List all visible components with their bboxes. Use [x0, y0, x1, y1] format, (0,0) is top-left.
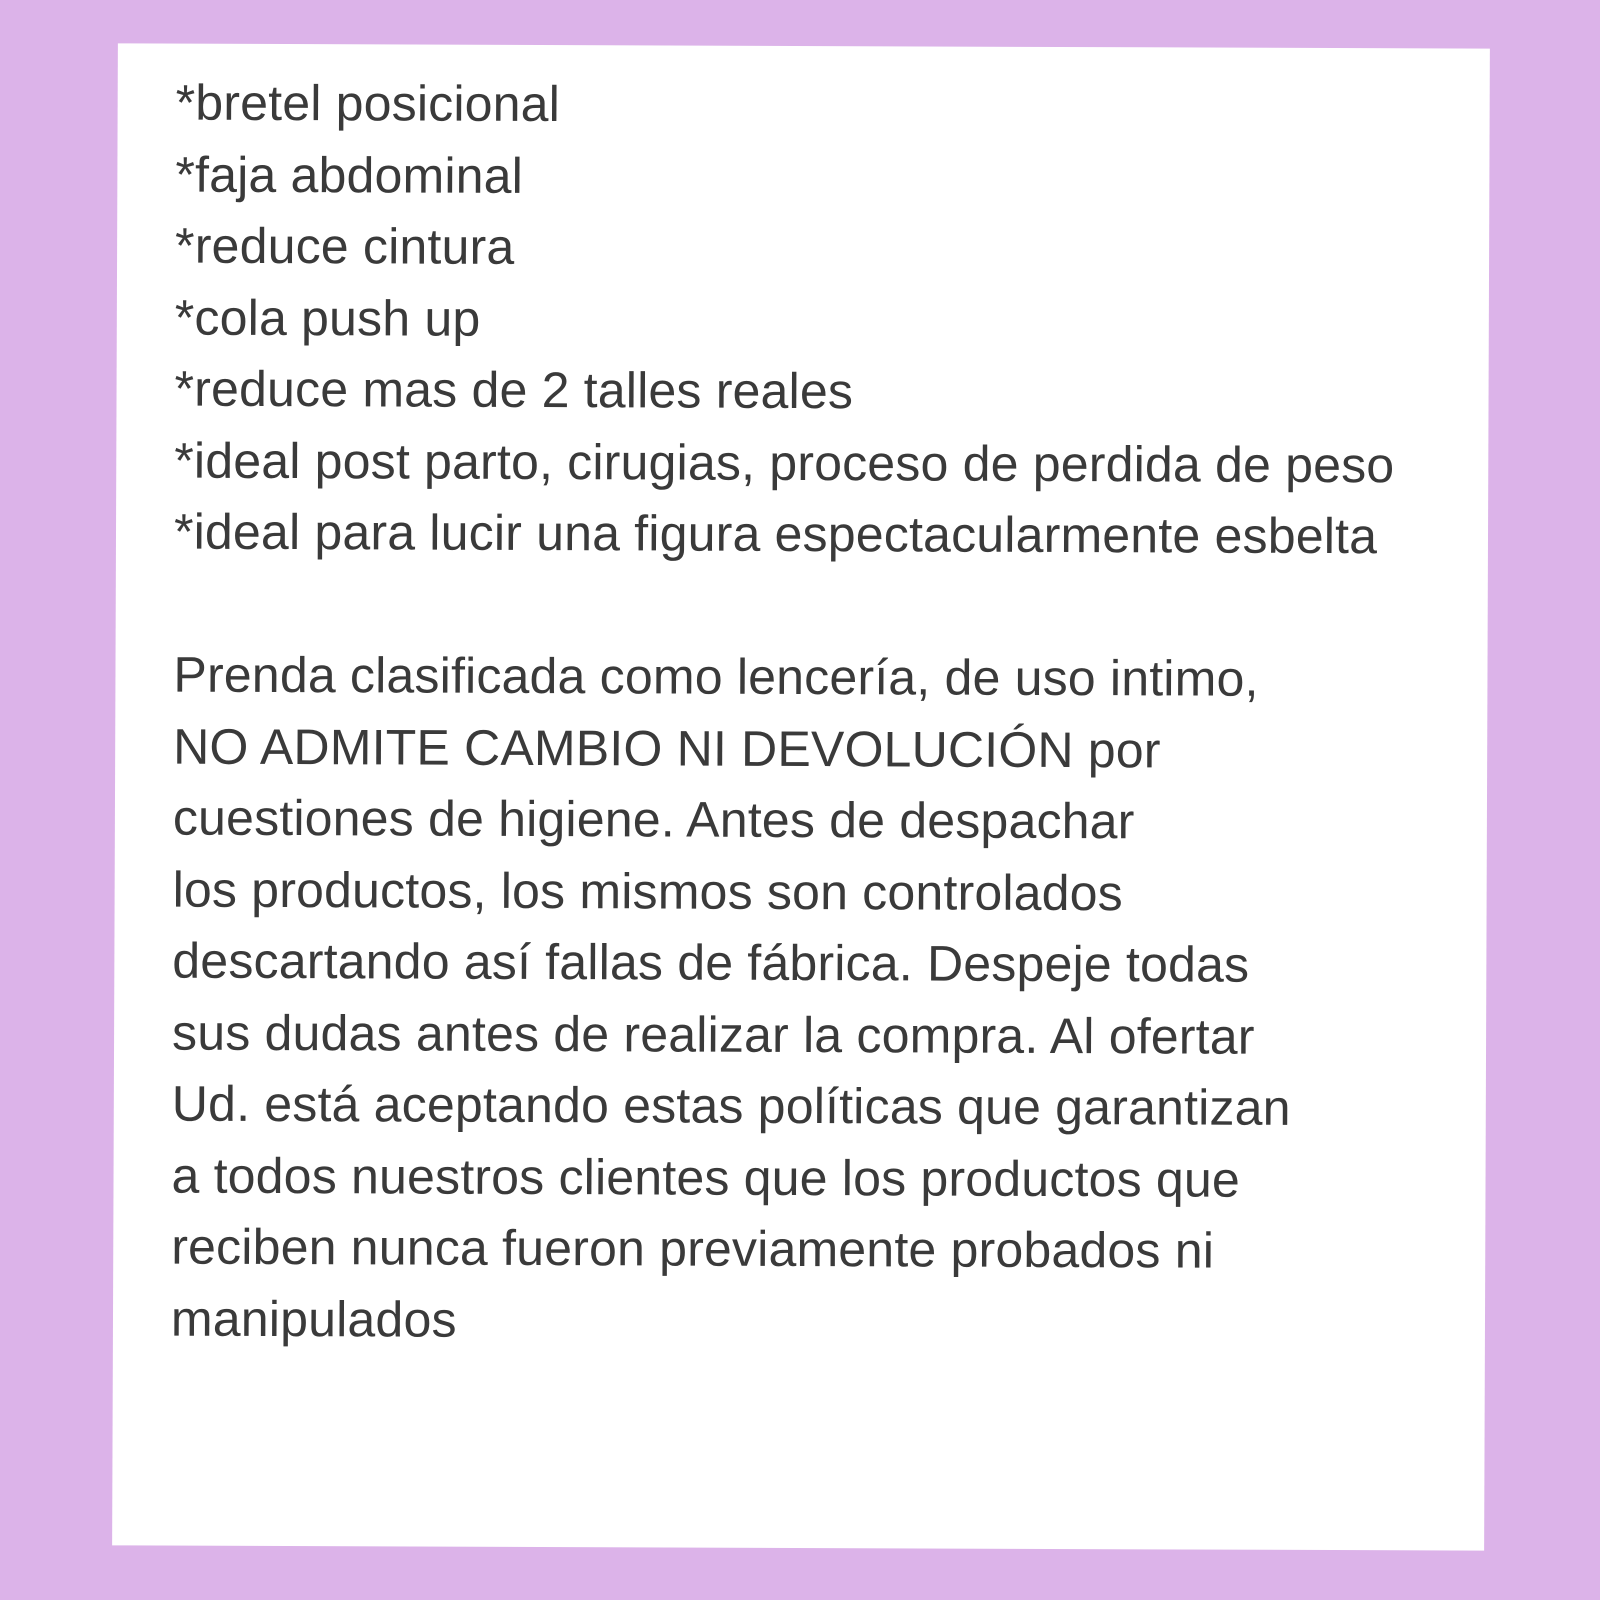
feature-item: *faja abdominal: [175, 146, 524, 204]
policy-line: cuestiones de higiene. Antes de despachar: [172, 789, 1135, 850]
policy-line: descartando así fallas de fábrica. Despeje todas: [172, 932, 1250, 993]
description-content: [171, 68, 1466, 1360]
feature-item: *ideal para lucir una figura espectacularmente esbelta: [173, 503, 1378, 565]
policy-line: reciben nunca fueron previamente probados ni: [171, 1218, 1215, 1279]
feature-item: *cola push up: [174, 289, 481, 347]
feature-list: [174, 68, 1466, 573]
feature-item: *ideal post parto, cirugias, proceso de perdida de peso: [174, 432, 1395, 493]
description-card: [112, 43, 1490, 1550]
feature-item: *reduce cintura: [175, 217, 515, 275]
feature-item: *bretel posicional: [175, 74, 561, 133]
policy-line: Prenda clasificada como lencería, de uso intimo,: [173, 646, 1259, 707]
policy-line: sus dudas antes de realizar la compra. Al ofertar: [171, 1004, 1255, 1065]
policy-line: Ud. está aceptando estas políticas que garantizan: [171, 1075, 1291, 1136]
paragraph-spacer: [174, 568, 1464, 644]
feature-item: *reduce mas de 2 talles reales: [174, 360, 854, 420]
policy-line: a todos nuestros clientes que los productos que: [171, 1147, 1241, 1208]
policy-line: manipulados: [170, 1290, 457, 1348]
policy-line: NO ADMITE CAMBIO NI DEVOLUCIÓN por: [173, 718, 1161, 778]
return-policy-paragraph: [171, 640, 1464, 1360]
policy-line: los productos, los mismos son controlados: [172, 861, 1124, 921]
